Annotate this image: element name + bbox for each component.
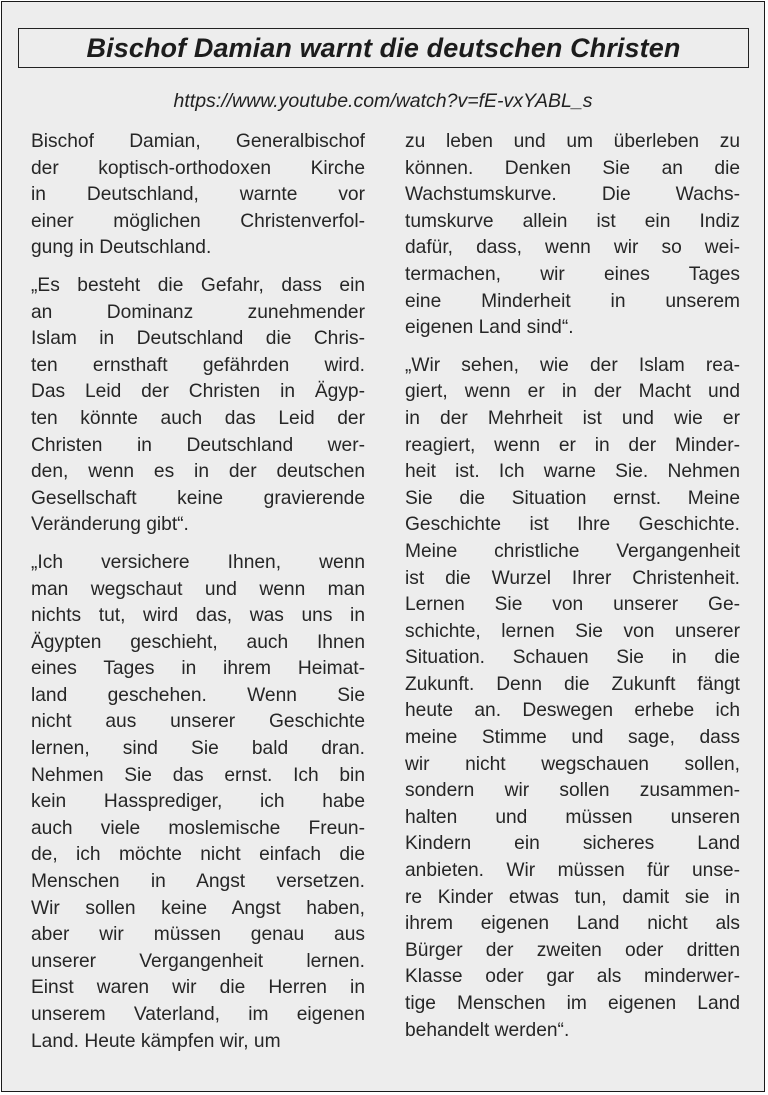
text-line: sondern wir sollen zusammen- [405, 780, 740, 802]
text-line: Sie die Situation ernst. Meine [405, 487, 740, 509]
text-line: meine Stimme und sage, dass [405, 727, 740, 749]
text-line: Meine christliche Vergangenheit [405, 540, 740, 562]
paragraph [405, 129, 740, 342]
text-line: Situation. Schauen Sie in die [405, 647, 740, 669]
text-line: „Es besteht die Gefahr, dass ein [31, 274, 365, 296]
text-line: ten ernsthaft gefährden wird. [31, 354, 365, 376]
text-line: Bischof Damian, Generalbischof [31, 131, 365, 152]
text-line: Ägypten geschieht, auch Ihnen [31, 631, 365, 653]
text-line: Bürger der zweiten oder dritten [405, 939, 740, 961]
text-line: behandelt werden“. [405, 1019, 570, 1041]
text-line: „Wir sehen, wie der Islam rea- [405, 354, 740, 376]
text-line: aber wir müssen genau aus [31, 924, 365, 946]
paragraph-gap [405, 342, 740, 353]
text-line: eines Tages in ihrem Heimat- [31, 658, 365, 680]
text-line: heute an. Deswegen erhebe ich [405, 700, 740, 722]
article-title: Bischof Damian warnt die deutschen Christen [86, 32, 681, 63]
text-line: tige Menschen im eigenen Land [405, 993, 740, 1014]
paragraph [31, 129, 365, 262]
text-line: Kindern ein sicheres Land [405, 833, 740, 855]
text-line: in der Mehrheit ist und wie er [405, 407, 740, 429]
text-line: tumskurve allein ist ein Indiz [405, 210, 740, 232]
text-line: nicht aus unserer Geschichte [31, 711, 365, 733]
title-box [18, 28, 749, 68]
video-url[interactable]: https://www.youtube.com/watch?v=fE-vxYABL_s [173, 90, 593, 112]
text-line: an Dominanz zunehmender [31, 301, 365, 323]
text-line: Wir sollen keine Angst haben, [31, 897, 365, 919]
text-line: Geschichte ist Ihre Geschichte. [405, 514, 740, 536]
text-line: Wachstumskurve. Die Wachs- [405, 184, 740, 206]
text-line: ten könnte auch das Leid der [31, 407, 365, 429]
text-line: der koptisch-orthodoxen Kirche [31, 157, 365, 179]
text-line: heit ist. Ich warne Sie. Nehmen [405, 461, 740, 483]
text-line: wir nicht wegschauen sollen, [405, 753, 740, 775]
text-line: zu leben und um überleben zu [405, 131, 740, 152]
text-line: Christen in Deutschland wer- [31, 434, 365, 456]
text-line: de, ich möchte nicht einfach die [31, 844, 365, 866]
text-line: Menschen in Angst versetzen. [31, 871, 365, 893]
text-line: eigenen Land sind“. [405, 317, 574, 339]
text-line: gung in Deutschland. [31, 237, 212, 259]
text-line: Nehmen Sie das ernst. Ich bin [31, 764, 365, 786]
text-line: auch viele moslemische Freun- [31, 817, 365, 839]
paragraph-gap [31, 262, 365, 273]
text-line: können. Denken Sie an die [405, 157, 740, 179]
text-line: termachen, wir eines Tages [405, 263, 740, 285]
text-column-left [31, 129, 365, 1055]
text-line: Das Leid der Christen in Ägyp- [31, 381, 365, 403]
paragraph [31, 273, 365, 539]
text-line: giert, wenn er in der Macht und [405, 381, 740, 403]
text-column-right [405, 129, 740, 1044]
text-line: Veränderung gibt“. [31, 514, 189, 536]
text-line: nichts tut, wird das, was uns in [31, 605, 365, 627]
text-line: „Ich versichere Ihnen, wenn [31, 551, 365, 573]
text-line: halten und müssen unseren [405, 806, 740, 828]
paragraph [405, 353, 740, 1044]
scanned-page [1, 1, 765, 1092]
text-line: re Kinder etwas tun, damit sie in [405, 886, 740, 908]
text-line: dafür, dass, wenn wir so wei- [405, 237, 740, 259]
paragraph [31, 550, 365, 1055]
text-line: Einst waren wir die Herren in [31, 977, 365, 999]
text-line: anbieten. Wir müssen für unse- [405, 860, 740, 882]
text-line: kein Hassprediger, ich habe [31, 791, 365, 813]
text-line: in Deutschland, warnte vor [31, 184, 365, 206]
text-line: den, wenn es in der deutschen [31, 461, 365, 483]
paragraph-gap [31, 539, 365, 550]
text-line: ihrem eigenen Land nicht als [405, 913, 740, 935]
text-line: schichte, lernen Sie von unserer [405, 620, 740, 642]
text-line: land geschehen. Wenn Sie [31, 684, 365, 706]
text-line: unserer Vergangenheit lernen. [31, 950, 365, 972]
text-line: Zukunft. Denn die Zukunft fängt [405, 673, 740, 695]
text-line: Islam in Deutschland die Chris- [31, 328, 365, 350]
text-line: ist die Wurzel Ihrer Christenheit. [405, 567, 740, 589]
text-line: Land. Heute kämpfen wir, um [31, 1030, 281, 1052]
text-line: Lernen Sie von unserer Ge- [405, 594, 740, 616]
text-line: reagiert, wenn er in der Minder- [405, 434, 740, 456]
text-line: einer möglichen Christenverfol- [31, 210, 365, 232]
text-line: Gesellschaft keine gravierende [31, 487, 365, 509]
text-line: unserem Vaterland, im eigenen [31, 1004, 365, 1025]
text-line: lernen, sind Sie bald dran. [31, 738, 365, 760]
text-line: man wegschaut und wenn man [31, 578, 365, 600]
text-line: Klasse oder gar als minderwer- [405, 966, 740, 988]
text-line: eine Minderheit in unserem [405, 290, 740, 312]
